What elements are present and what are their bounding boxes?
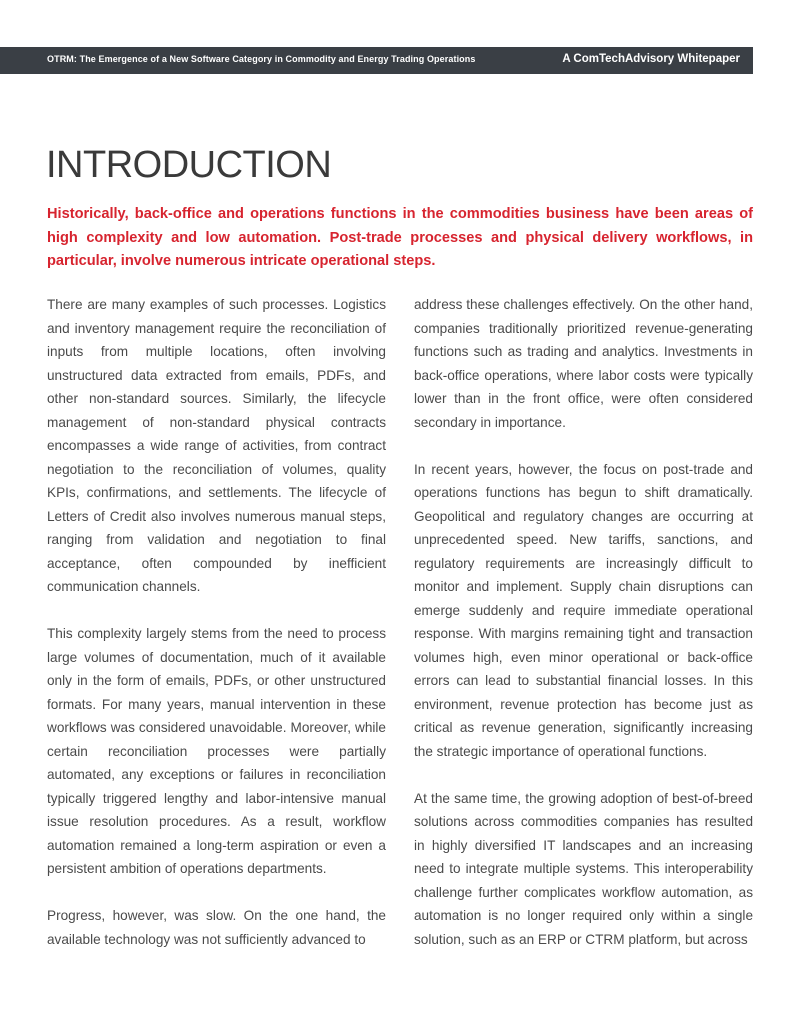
body-paragraph: address these challenges effectively. On the other hand, companies traditionally prioritized revenue-generating functions such as trading and analytics. Investments in back-office operations, where labor costs were typically lower than in the front office, were often considered secondary in importance. bbox=[414, 297, 753, 430]
right-column bbox=[414, 293, 753, 951]
body-paragraph: There are many examples of such processes. Logistics and inventory management require the reconciliation of inputs from multiple locations, often involving unstructured data extracted from emails, PDFs, and other non-standard sources. Similarly, the lifecycle management of non-standard physical contracts encompasses a wide range of activities, from contract negotiation to the reconciliation of volumes, quality KPIs, confirmations, and settlements. The lifecycle of Letters of Credit also involves numerous manual steps, ranging from validation and negotiation to final acceptance, often compounded by inefficient communication channels. bbox=[47, 297, 386, 594]
whitepaper-label: A ComTechAdvisory Whitepaper bbox=[562, 53, 740, 65]
left-column bbox=[47, 293, 386, 951]
body-paragraph: This complexity largely stems from the need to process large volumes of documentation, much of it available only in the form of emails, PDFs, or other unstructured formats. For many years, manual intervention in these workflows was considered unavoidable. Moreover, while certain reconciliation processes were partially automated, any exceptions or failures in reconciliation typically triggered lengthy and labor-intensive manual issue resolution procedures. As a result, workflow automation remained a long-term aspiration or even a persistent ambition of operations departments. bbox=[47, 626, 386, 876]
lead-paragraph: Historically, back-office and operations functions in the commodities business have been areas of high complexity and low automation. Post-trade processes and physical delivery workflows, in particular, involve numerous intricate operational steps. bbox=[47, 206, 753, 269]
page-title: INTRODUCTION bbox=[46, 144, 332, 186]
header-bar bbox=[0, 47, 753, 74]
body-paragraph: In recent years, however, the focus on post-trade and operations functions has begun to shift dramatically. Geopolitical and regulatory changes are occurring at unprecedented speed. New tariffs, sanctions, and regulatory requirements are increasingly difficult to monitor and implement. Supply chain disruptions can emerge suddenly and require immediate operational response. With margins remaining tight and transaction volumes high, even minor operational or back-office errors can lead to substantial financial losses. In this environment, revenue protection has become just as critical as revenue generation, significantly increasing the strategic importance of operational functions. bbox=[414, 461, 753, 759]
body-paragraph: At the same time, the growing adoption of best-of-breed solutions across commodities companies has resulted in highly diversified IT landscapes and an increasing need to integrate multiple systems. This interoperability challenge further complicates workflow automation, as automation is no longer required only within a single solution, such as an ERP or CTRM platform, but across bbox=[414, 790, 753, 947]
body-paragraph: Progress, however, was slow. On the one hand, the available technology was not sufficiently advanced to bbox=[47, 908, 386, 947]
document-series-title: OTRM: The Emergence of a New Software Category in Commodity and Energy Trading Operations bbox=[47, 54, 476, 64]
